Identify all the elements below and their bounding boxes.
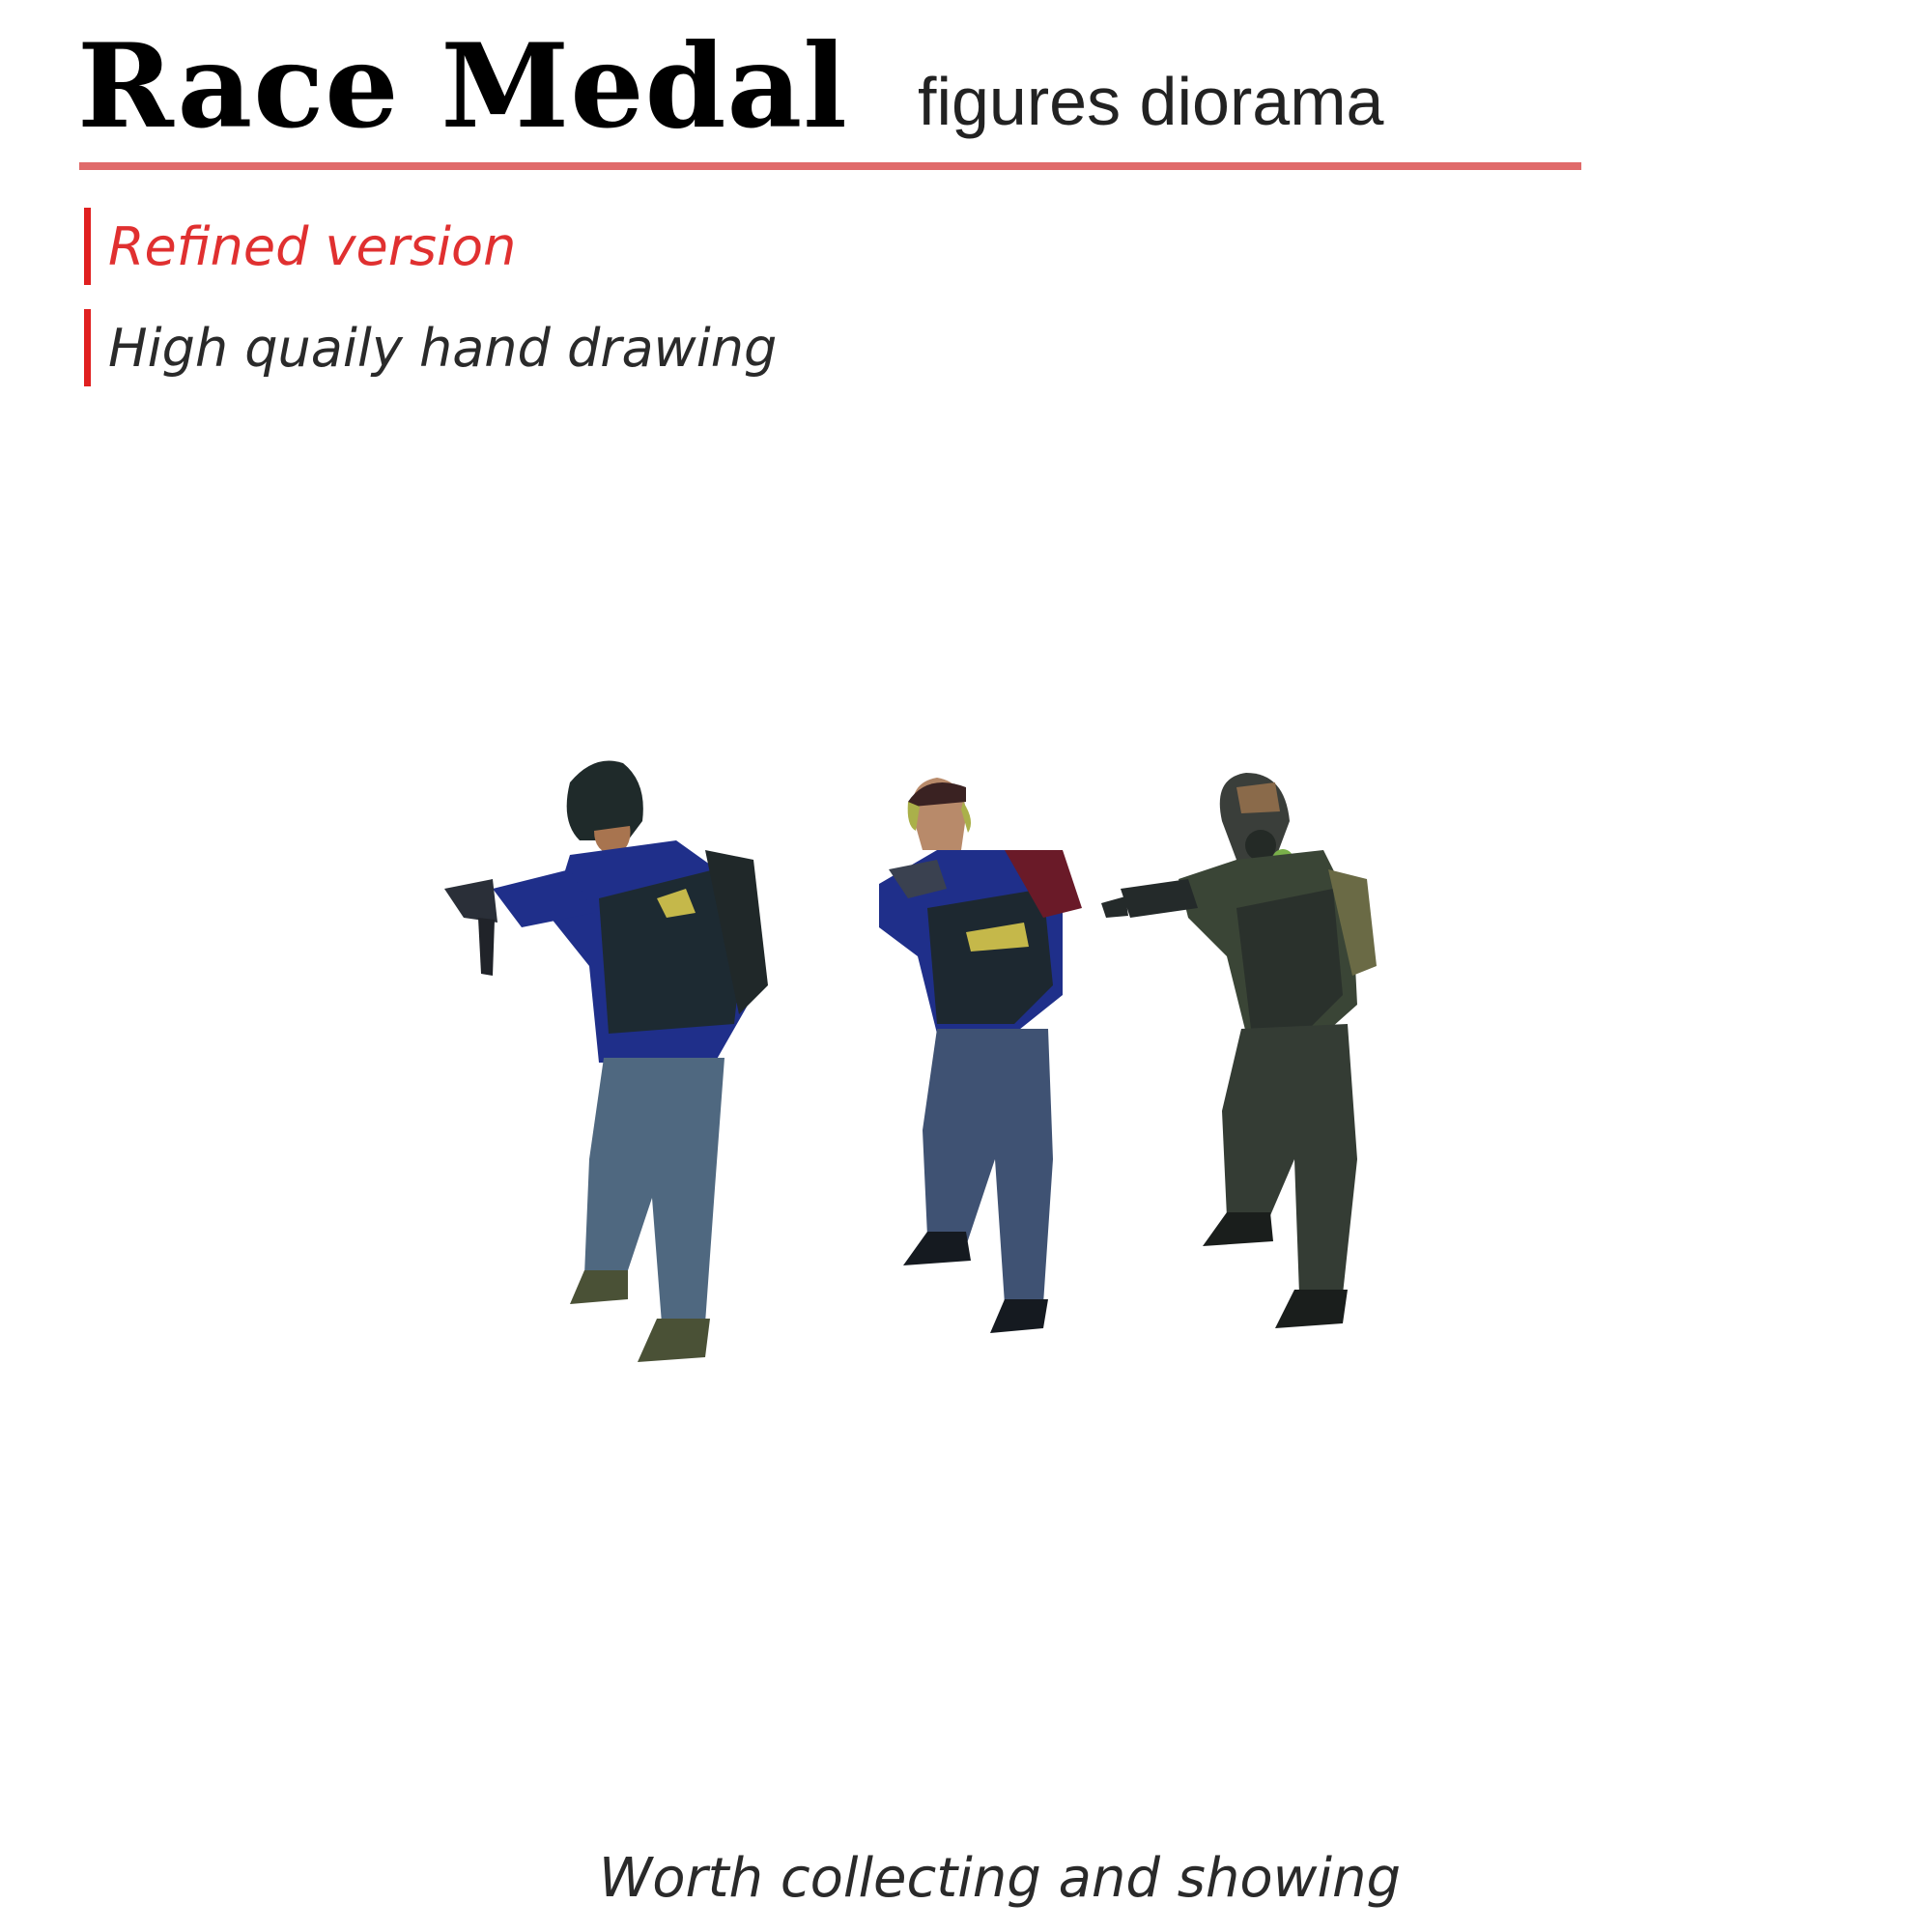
agent-with-headset-figure	[879, 778, 1082, 1333]
gas-mask-soldier-figure	[1101, 773, 1377, 1328]
feature-refined: Refined version	[84, 208, 516, 285]
feature-hand-drawn: High quaily hand drawing	[84, 309, 777, 386]
tagline-text: Worth collecting and showing	[598, 1847, 1402, 1910]
fbi-agent-figure	[444, 761, 768, 1363]
tagline	[0, 1847, 1932, 1910]
brand-title: Race Medal	[77, 18, 848, 155]
brand-subtitle: figures diorama	[918, 64, 1384, 139]
product-photo	[425, 744, 1507, 1459]
header-divider	[79, 162, 1581, 170]
